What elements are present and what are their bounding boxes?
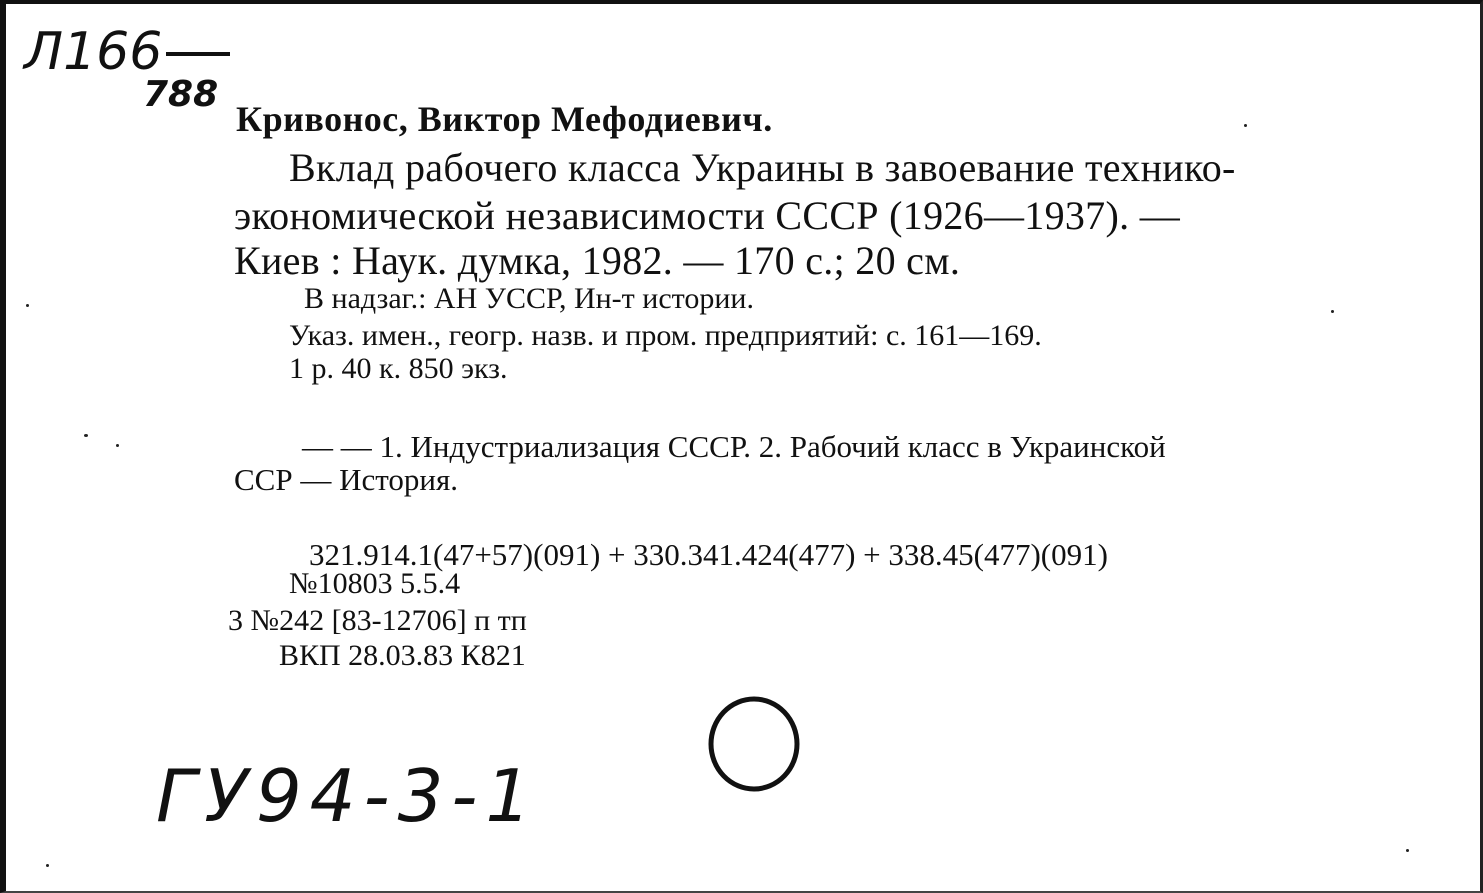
note-line-2: Указ. имен., геогр. назв. и пром. предприятий: с. 161—169. xyxy=(289,319,1042,352)
dust-speck xyxy=(26,304,29,307)
dust-speck xyxy=(116,444,119,447)
handwritten-note: ГУ94-3-1 xyxy=(156,754,540,838)
dust-speck xyxy=(1331,310,1334,313)
shelf-mark-handwritten: Л166 xyxy=(24,22,163,82)
dust-speck xyxy=(84,434,88,437)
subject-line-2: ССР — История. xyxy=(234,462,458,497)
dust-speck xyxy=(1406,849,1409,852)
dust-speck xyxy=(1244,124,1247,127)
note-line-1: В надзаг.: АН УССР, Ин-т истории. xyxy=(304,282,754,315)
title-line-3: Киев : Наук. думка, 1982. — 170 с.; 20 см. xyxy=(234,238,961,283)
title-line-1: Вклад рабочего класса Украины в завоевание технико- xyxy=(289,145,1236,190)
shelf-mark-underline xyxy=(166,52,230,56)
classification-index: 321.914.1(47+57)(091) + 330.341.424(477) + 338.45(477)(091) xyxy=(309,537,1108,572)
dust-speck xyxy=(46,864,49,867)
vkp-line: ВКП 28.03.83 К821 xyxy=(279,639,526,672)
order-line: 3 №242 [83-12706] п тп xyxy=(228,604,527,637)
subject-line-1: — — 1. Индустриализация СССР. 2. Рабочий класс в Украинской xyxy=(302,429,1166,464)
author-heading: Кривонос, Виктор Мефодиевич. xyxy=(236,99,773,139)
shelf-mark-number: 788 xyxy=(143,74,219,115)
note-line-3: 1 р. 40 к. 850 экз. xyxy=(289,352,508,385)
title-line-2: экономической независимости СССР (1926—1937). — xyxy=(234,193,1180,238)
circle-stamp-mark xyxy=(706,694,802,794)
card-number: №10803 5.5.4 xyxy=(289,567,461,600)
